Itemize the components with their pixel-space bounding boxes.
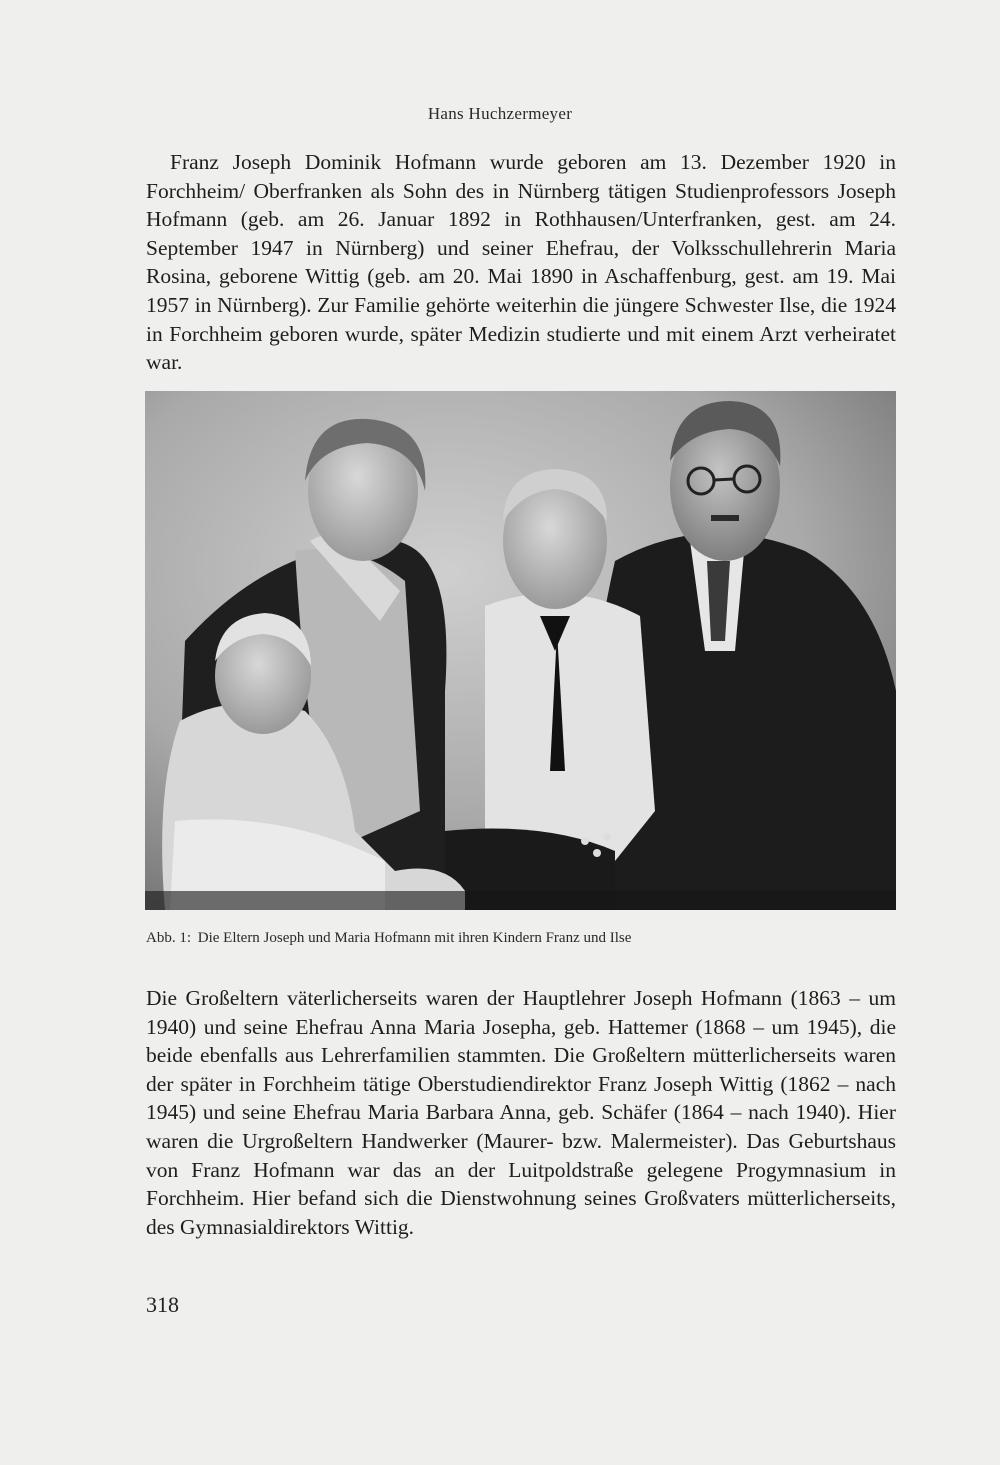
- figure-caption: [146, 930, 896, 947]
- page-number: 318: [146, 1292, 179, 1317]
- paragraph-grandparents: Die Großeltern väterlicherseits waren der Hauptlehrer Joseph Hofmann (1863 – um 1940) und seine Ehefrau Anna Maria Josepha, geb. Hattemer (1868 – um 1945), die beide ebenfalls aus Lehrerfamilien stammten. Die Großeltern mütterlicherseits waren der später in Forchheim tätige Oberstudiendirektor Franz Joseph Wittig (1862 – nach 1945) und seine Ehefrau Maria Barbara Anna, geb. Schäfer (1864 – nach 1940). Hier waren die Urgroßeltern Handwerker (Maurer- bzw. Malermeister). Das Geburtshaus von Franz Hofmann war das an der Luitpoldstraße gelegene Progymnasium in Forchheim. Hier befand sich die Dienstwohnung seines Großvaters mütterlicherseits, des Gymnasialdirektors Wittig.: [146, 986, 896, 1239]
- running-head: Hans Huchzermeyer: [427, 104, 573, 123]
- family-photograph: [145, 391, 896, 910]
- photo-illustration: [145, 391, 896, 910]
- figure-label: Abb. 1:: [146, 930, 191, 946]
- figure-caption-text: Die Eltern Joseph und Maria Hofmann mit ihren Kindern Franz und Ilse: [197, 930, 632, 946]
- paragraph-intro: Franz Joseph Dominik Hofmann wurde geboren am 13. Dezember 1920 in Forchheim/ Oberfranken als Sohn des in Nürnberg tätigen Studienprofessors Joseph Hofmann (geb. am 26. Januar 1892 in Rothhausen/Unterfranken, gest. am 24. September 1947 in Nürnberg) und seiner Ehefrau, der Volksschullehrerin Maria Rosina, geborene Wittig (geb. am 20. Mai 1890 in Aschaffenburg, gest. am 19. Mai 1957 in Nürnberg). Zur Familie gehörte weiterhin die jüngere Schwester Ilse, die 1924 in Forchheim geboren wurde, später Medizin studierte und mit einem Arzt verheiratet war.: [146, 150, 896, 375]
